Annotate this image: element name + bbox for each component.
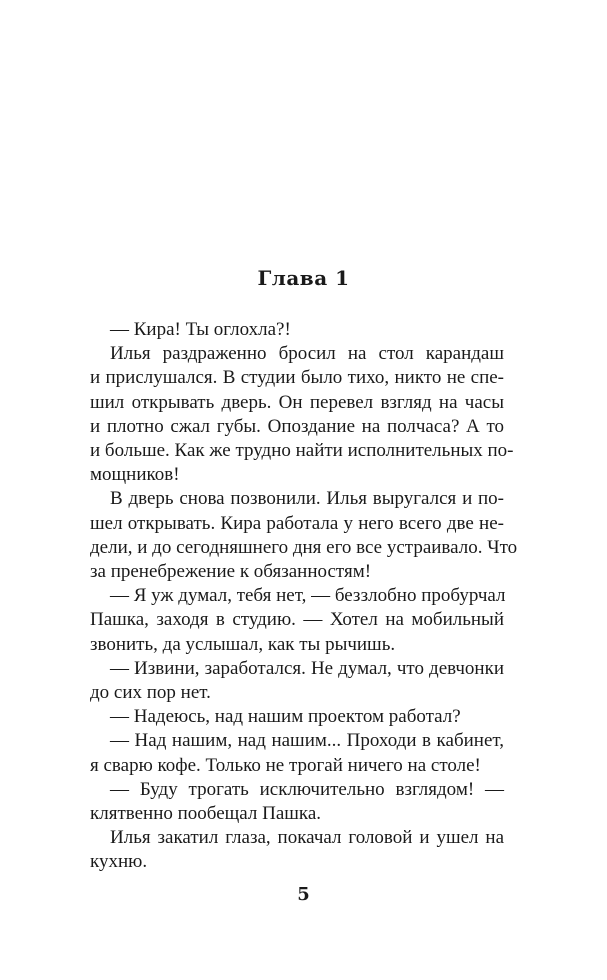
text-line: — Кира! Ты оглохла?! — [110, 319, 291, 340]
text-line: — Надеюсь, над нашим проектом работал? — [110, 706, 461, 728]
text-line: — Над нашим, над нашим... Проходи в кабинет, — [110, 730, 504, 752]
text-line: — Извини, заработался. Не думал, что девчонки — [110, 657, 504, 679]
text-line: мощников! — [90, 464, 180, 486]
text-line: дели, и до сегодняшнего дня его все устраивало. Что — [90, 536, 518, 558]
text-line: — Буду трогать исключительно взглядом! — — [110, 778, 504, 800]
page-number: 5 — [297, 884, 310, 905]
text-line: и прислушался. В студии было тихо, никто не спе- — [90, 367, 504, 389]
text-line: В дверь снова позвонили. Илья выругался и по- — [110, 488, 504, 510]
text-line: и больше. Как же трудно найти исполнительных по- — [90, 440, 514, 462]
text-line: за пренебрежение к обязанностям! — [90, 561, 372, 583]
text-line: Пашка, заходя в студию. — Хотел на мобильный — [90, 609, 504, 631]
chapter-title: Глава 1 — [257, 266, 350, 290]
text-line: Илья закатил глаза, покачал головой и ушел на — [110, 827, 504, 849]
text-line: клятвенно пообещал Пашка. — [90, 803, 322, 825]
text-line: шил открывать дверь. Он перевел взгляд на часы — [90, 391, 504, 413]
text-line: шел открывать. Кира работала у него всего две не- — [90, 512, 504, 534]
chapter-body-text — [90, 318, 518, 875]
text-line: кухню. — [90, 851, 148, 873]
text-line: Илья раздраженно бросил на стол карандаш — [110, 343, 504, 365]
text-line: звонить, да услышал, как ты рычишь. — [90, 633, 396, 655]
text-line: я сварю кофе. Только не трогай ничего на столе! — [90, 754, 481, 776]
text-line: и плотно сжал губы. Опоздание на полчаса? А то — [90, 415, 504, 437]
text-line: до сих пор нет. — [90, 682, 211, 704]
text-line: — Я уж думал, тебя нет, — беззлобно пробурчал — [110, 585, 506, 607]
